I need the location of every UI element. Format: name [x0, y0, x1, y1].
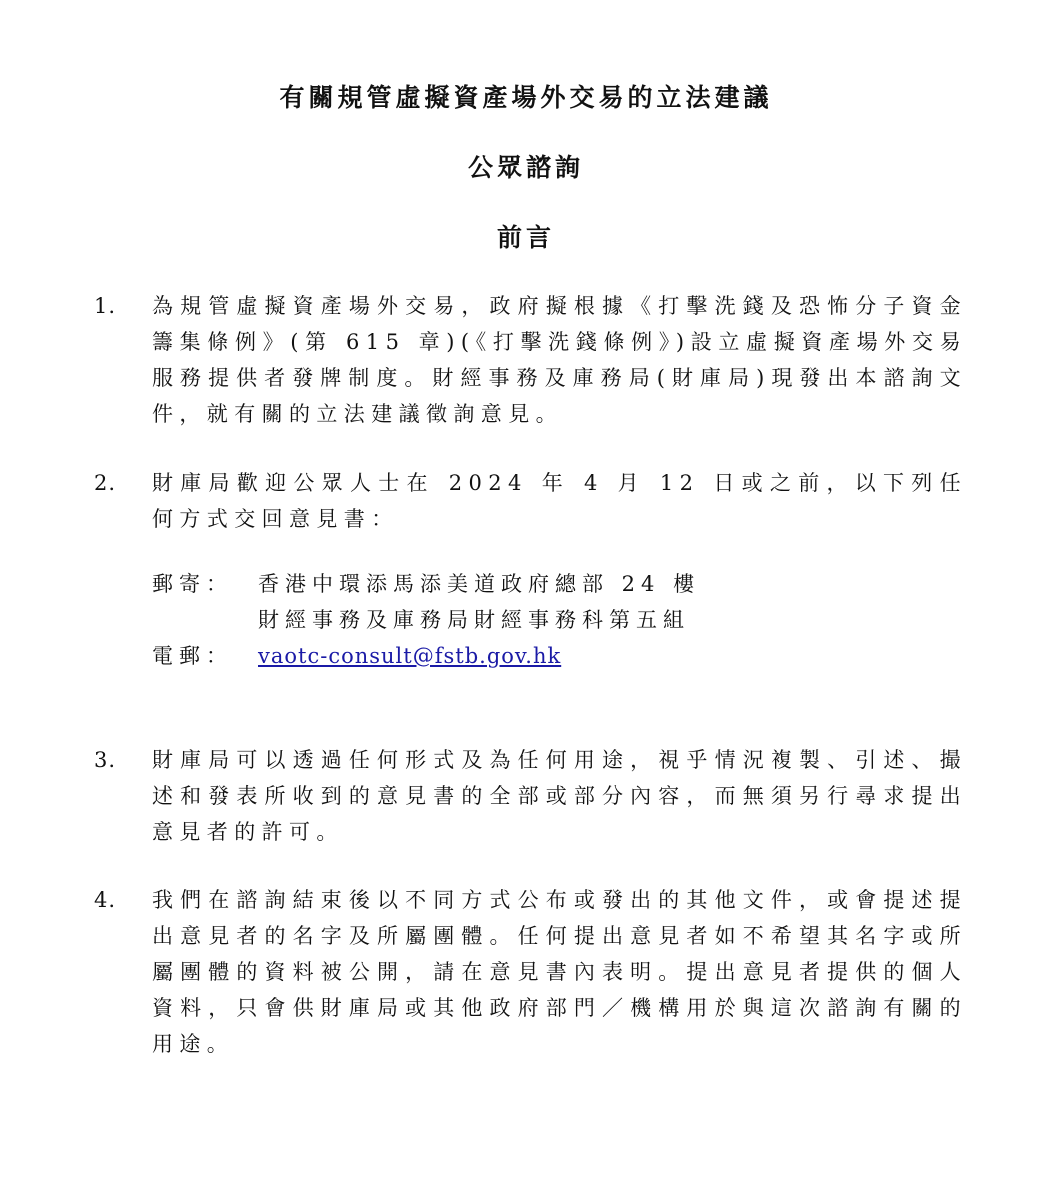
document-subtitle: 公眾諮詢 — [467, 153, 584, 182]
paragraph-text: 財庫局歡迎公眾人士在 2024 年 4 月 12 日或之前，以下列任何方式交回意見書： — [152, 471, 967, 531]
paragraph-number: 4. — [94, 888, 117, 912]
email-row — [152, 638, 972, 674]
document-title: 有關規管虛擬資產場外交易的立法建議 — [279, 83, 773, 112]
mail-label: 郵寄： — [152, 572, 233, 596]
paragraph-text: 財庫局可以透過任何形式及為任何用途，視乎情況複製、引述、撮述和發表所收到的意見書的全部或部分內容，而無須另行尋求提出意見者的許可。 — [152, 748, 967, 844]
mail-address-line: 財經事務及庫務局財經事務科第五組 — [258, 608, 690, 632]
mail-address — [258, 566, 700, 638]
section-heading: 前言 — [496, 223, 555, 252]
mail-row — [152, 566, 972, 638]
email-label: 電郵： — [152, 644, 233, 668]
contact-block — [152, 566, 972, 674]
paragraph-number: 2. — [94, 471, 117, 495]
paragraph-text: 我們在諮詢結束後以不同方式公布或發出的其他文件，或會提述提出意見者的名字及所屬團體。任何提出意見者如不希望其名字或所屬團體的資料被公開，請在意見書內表明。提出意見者提供的個人資料，只會供財庫局或其他政府部門／機構用於與這次諮詢有關的用途。 — [152, 888, 967, 1056]
paragraph-number: 1. — [94, 294, 117, 318]
email-link[interactable]: vaotc-consult@fstb.gov.hk — [258, 644, 562, 668]
paragraph-number: 3. — [94, 748, 117, 772]
paragraph-text: 為規管虛擬資產場外交易，政府擬根據《打擊洗錢及恐怖分子資金籌集條例》(第 615 章)(《打擊洗錢條例》)設立虛擬資產場外交易服務提供者發牌制度。財經事務及庫務局(財庫局)現發出本諮詢文件，就有關的立法建議徵詢意見。 — [152, 294, 967, 426]
mail-address-line: 香港中環添馬添美道政府總部 24 樓 — [258, 572, 701, 596]
